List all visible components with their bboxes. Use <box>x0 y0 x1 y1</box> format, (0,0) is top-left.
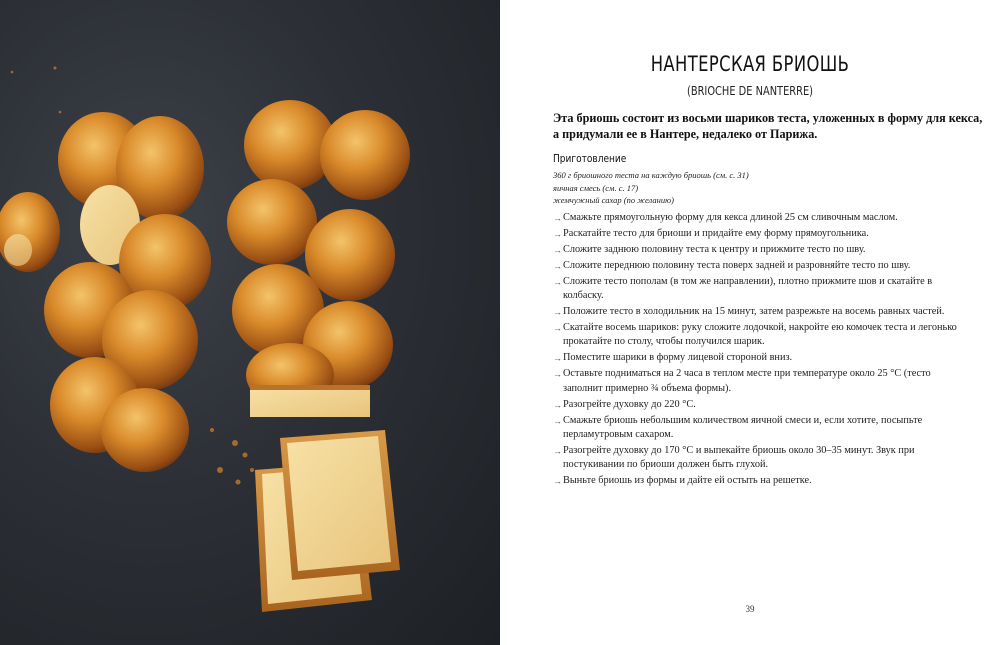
arrow-icon: → <box>553 353 562 364</box>
step-item <box>553 398 958 412</box>
step-item <box>553 444 958 472</box>
step-text: Смажьте бриошь небольшим количеством яичной смеси и, если хотите, посыпьте перламутровым сахаром. <box>563 414 923 440</box>
ingredient-item: яичная смесь (см. с. 17) <box>553 182 639 193</box>
arrow-icon: → <box>553 323 562 334</box>
step-item <box>553 474 958 488</box>
step-text: Скатайте восемь шариков: руку сложите лодочкой, накройте ею комочек теста и легонько прокатайте по столу, чтобы получился шарик. <box>563 322 957 348</box>
step-text: Положите тесто в холодильник на 15 минут, затем разрежьте на восемь равных частей. <box>563 306 945 318</box>
recipe-title: НАНТЕРСКАЯ БРИОШЬ <box>650 52 850 76</box>
brioche-loaf-right <box>227 100 410 417</box>
step-text: Смажьте прямоугольную форму для кекса длиной 25 см сливочным маслом. <box>563 212 898 223</box>
recipe-intro <box>553 110 983 142</box>
step-item <box>553 414 958 442</box>
page-number: 39 <box>745 604 755 614</box>
arrow-icon: → <box>553 261 562 271</box>
arrow-icon: → <box>553 229 562 239</box>
arrow-icon: → <box>553 245 562 255</box>
step-text: Сложите переднюю половину теста поверх задней и разровняйте тесто по шву. <box>563 260 911 271</box>
arrow-icon: → <box>553 445 562 456</box>
arrow-icon: → <box>553 415 562 426</box>
arrow-icon: → <box>553 369 562 380</box>
step-text: Сложите тесто пополам (в том же направлении), плотно прижмите шов и скатайте в колбаску. <box>563 276 933 302</box>
step-item <box>553 351 958 365</box>
recipe-page <box>500 0 1000 645</box>
recipe-subtitle: (BRIOCHE DE NANTERRE) <box>686 84 814 98</box>
step-item <box>553 259 958 273</box>
arrow-icon: → <box>553 399 562 410</box>
step-text: Разогрейте духовку до 220 °С. <box>563 398 696 410</box>
brioche-slices <box>255 430 400 612</box>
arrow-icon: → <box>553 307 562 318</box>
step-item <box>553 211 958 225</box>
step-text: Выньте бриошь из формы и дайте ей остыть на решетке. <box>563 475 812 487</box>
ingredient-item: жемчужный сахар (по желанию) <box>553 195 674 205</box>
intro-line: а придумали ее в Нантере, недалеко от Парижа. <box>553 127 818 141</box>
step-item <box>553 367 958 395</box>
arrow-icon: → <box>553 476 562 487</box>
step-text: Поместите шарики в форму лицевой стороной вниз. <box>563 352 793 364</box>
step-text: Разогрейте духовку до 170 °С и выпекайте бриошь около 30–35 минут. Звук при постукивании по бриоши должен быть глухой. <box>563 444 915 471</box>
arrow-icon: → <box>553 277 562 287</box>
section-title: Приготовление <box>553 152 627 165</box>
steps-list <box>553 211 958 490</box>
arrow-icon: → <box>553 213 562 223</box>
step-item <box>553 243 958 257</box>
step-item <box>553 275 958 303</box>
step-item <box>553 305 958 319</box>
intro-line: Эта бриошь состоит из восьми шариков теста, уложенных в форму для кекса, <box>553 111 983 125</box>
step-text: Сложите заднюю половину теста к центру и прижмите тесто по шву. <box>563 244 866 255</box>
step-item <box>553 321 958 349</box>
ingredient-item: 360 г бриошного теста на каждую бриошь (см. с. 31) <box>553 170 749 180</box>
ingredients-list <box>553 169 749 207</box>
brioche-piece <box>0 192 60 272</box>
step-text: Оставьте подниматься на 2 часа в теплом месте при температуре около 25 °С (тесто заполнит примерно ¾ объема формы). <box>563 368 931 394</box>
step-item <box>553 227 958 241</box>
step-text: Раскатайте тесто для бриоши и придайте ему форму прямоугольника. <box>563 228 869 239</box>
brioche-loaf-left <box>44 112 211 472</box>
